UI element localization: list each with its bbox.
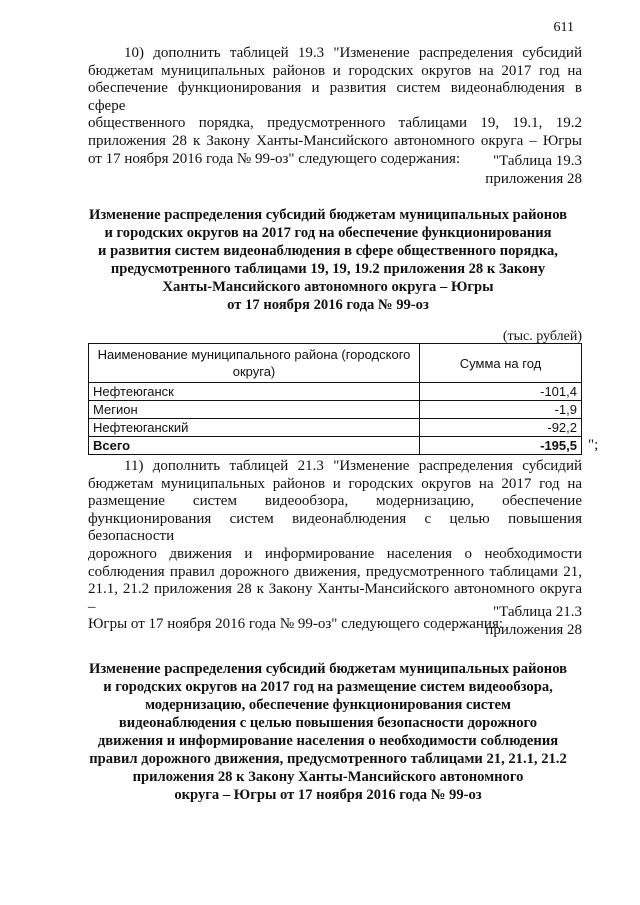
heading-line: округа – Югры от 17 ноября 2016 года № 99-оз xyxy=(174,787,482,803)
table-ref-line: "Таблица 19.3 xyxy=(492,153,582,169)
row-amount: -92,2 xyxy=(420,419,582,437)
item11-line: функционирования систем видеонаблюдения с целью повышения безопасности xyxy=(88,510,582,545)
table-row xyxy=(89,401,582,419)
heading-line: видеонаблюдения с целью повышения безопасности дорожного xyxy=(118,715,538,731)
item10-line: бюджетам муниципальных районов и городских округов на 2017 год на xyxy=(88,62,582,79)
item10-line: общественного порядка, предусмотренного таблицами 19, 19.1, 19.2 xyxy=(88,115,582,132)
row-name: Нефтеюганск xyxy=(89,383,420,401)
unit-note: (тыс. рублей) xyxy=(502,329,582,344)
table-ref-line: приложения 28 xyxy=(485,622,582,638)
table-19-3-title xyxy=(78,206,578,314)
table-19-3-reference xyxy=(485,152,582,188)
heading-line: движения и информирование населения о необходимости соблюдения xyxy=(97,733,559,749)
heading-line: предусмотренного таблицами 19, 19, 19.2 приложения 28 к Закону xyxy=(110,261,546,277)
item11-line: 21.1, 21.2 приложения 28 к Закону Ханты-Мансийского автономного округа – xyxy=(88,581,582,615)
table-21-3-reference xyxy=(485,603,582,639)
item10-line: обеспечение функционирования и развития систем видеонаблюдения в сфере xyxy=(88,80,582,114)
heading-line: Изменение распределения субсидий бюджетам муниципальных районов xyxy=(88,207,568,223)
heading-line: и городских округов на 2017 год на обеспечение функционирования xyxy=(104,225,552,241)
item11-line: 11) дополнить таблицей 21.3 "Изменение распределения субсидий xyxy=(124,458,582,474)
heading-line: Ханты-Мансийского автономного округа – Югры xyxy=(162,279,494,295)
item11-line: Югры от 17 ноября 2016 года № 99-оз" следующего содержания: xyxy=(88,616,504,633)
row-name: Нефтеюганский xyxy=(89,419,420,437)
item11-line: размещение систем видеообзора, модернизацию, обеспечение xyxy=(88,493,582,510)
header-name-column: Наименование муниципального района (городского округа) xyxy=(89,344,420,383)
row-amount: -101,4 xyxy=(420,383,582,401)
row-amount: -1,9 xyxy=(420,401,582,419)
header-amount-column: Сумма на год xyxy=(420,344,582,383)
page-number: 611 xyxy=(553,20,574,35)
heading-line: от 17 ноября 2016 года № 99-оз xyxy=(227,297,429,313)
table-total-row xyxy=(89,437,582,455)
heading-line: Изменение распределения субсидий бюджетам муниципальных районов xyxy=(88,661,568,677)
table-row xyxy=(89,419,582,437)
total-amount: -195,5 xyxy=(420,437,582,455)
closing-quote: "; xyxy=(588,437,599,453)
table-ref-line: приложения 28 xyxy=(485,171,582,187)
item11-line: соблюдения правил дорожного движения, предусмотренного таблицами 21, xyxy=(88,563,582,580)
item10-line: от 17 ноября 2016 года № 99-оз" следующего содержания: xyxy=(88,150,461,167)
table-header-row xyxy=(89,344,582,383)
heading-line: приложения 28 к Закону Ханты-Мансийского автономного xyxy=(132,769,524,785)
heading-line: правил дорожного движения, предусмотренного таблицами 21, 21.1, 21.2 xyxy=(89,751,567,767)
item11-line: бюджетам муниципальных районов и городских округов на 2017 год на xyxy=(88,475,582,492)
heading-line: и развития систем видеонаблюдения в сфере общественного порядка, xyxy=(98,243,558,259)
row-name: Мегион xyxy=(89,401,420,419)
item10-paragraph xyxy=(88,45,582,168)
item11-line: дорожного движения и информирование населения о необходимости xyxy=(88,545,582,562)
heading-line: модернизацию, обеспечение функционирования систем xyxy=(145,697,511,713)
table-row xyxy=(89,383,582,401)
item10-line: приложения 28 к Закону Ханты-Мансийского автономного округа – Югры xyxy=(88,132,582,149)
heading-line: и городских округов на 2017 год на размещение систем видеообзора, xyxy=(103,679,553,695)
item10-line: 10) дополнить таблицей 19.3 "Изменение распределения субсидий xyxy=(124,45,582,61)
table-ref-line: "Таблица 21.3 xyxy=(492,604,582,620)
subsidy-table xyxy=(88,343,582,455)
table-21-3-title xyxy=(78,660,578,804)
total-label: Всего xyxy=(89,437,420,455)
